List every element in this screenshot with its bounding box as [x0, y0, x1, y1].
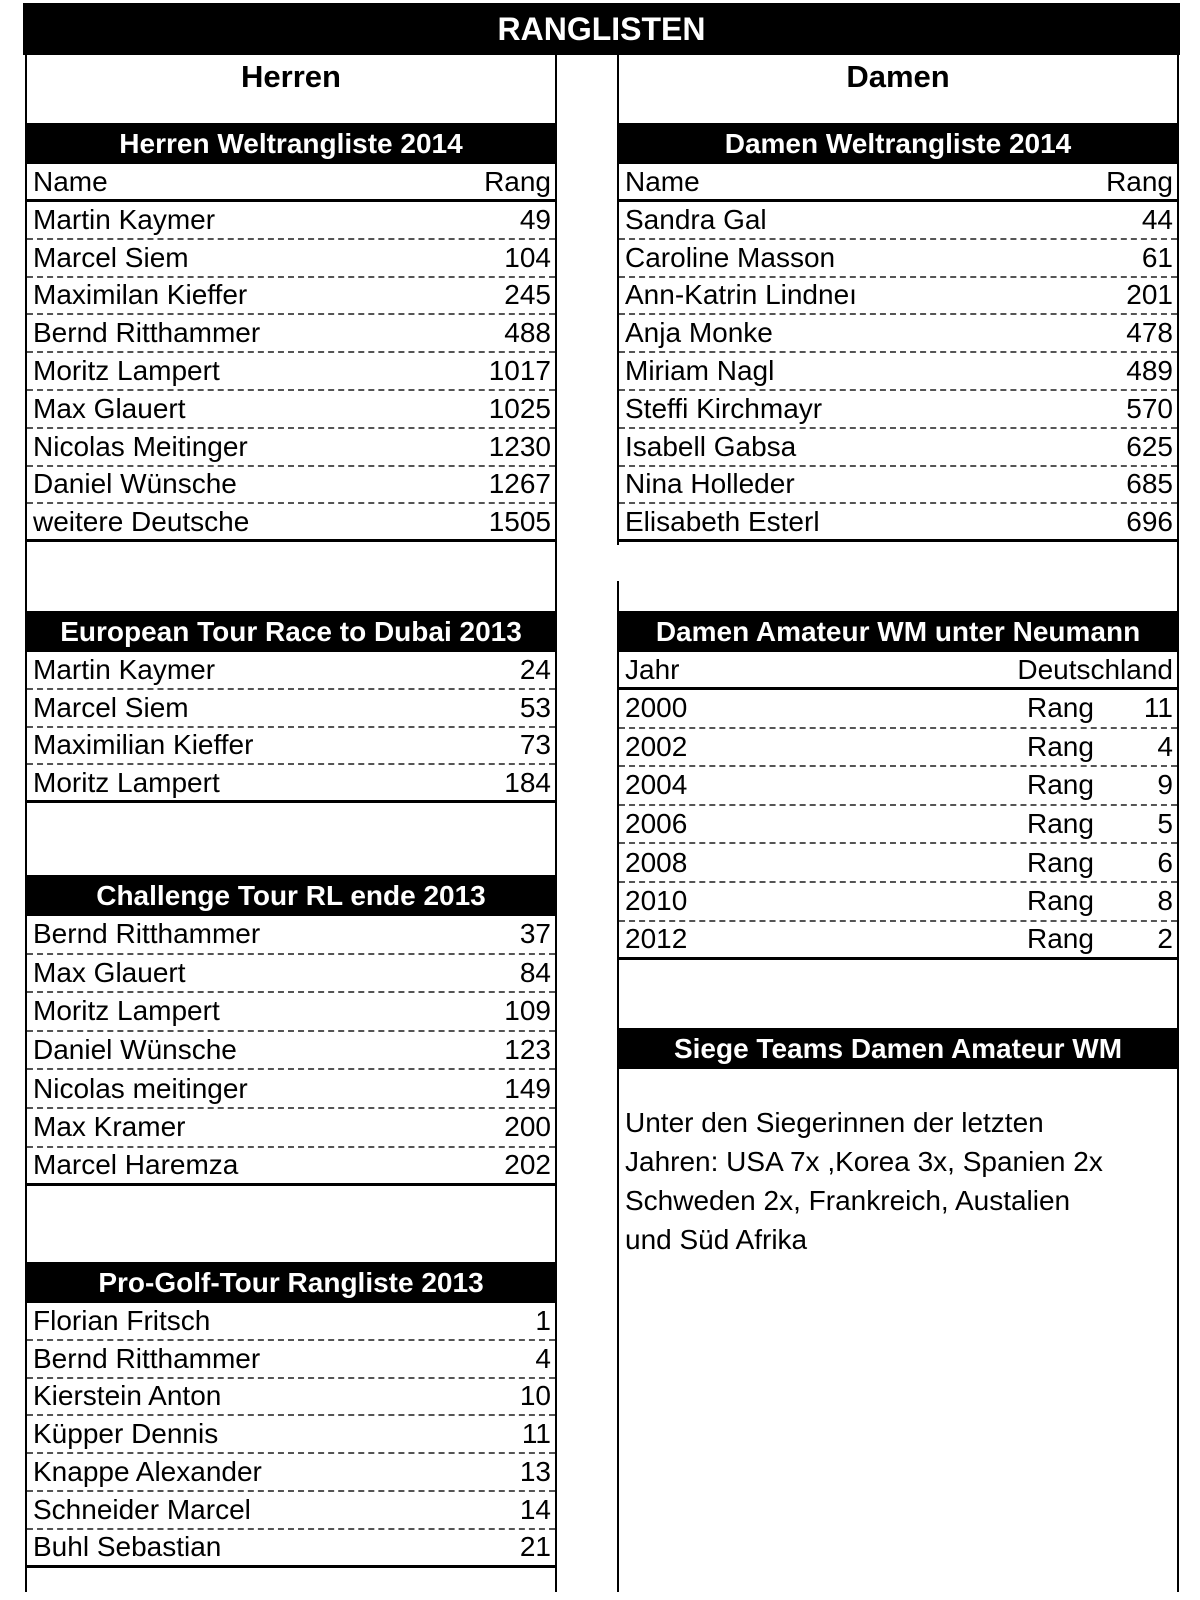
rang-number: 4 [1157, 730, 1173, 762]
player-rank: 1 [535, 1304, 551, 1336]
table-row [27, 1070, 555, 1109]
panel-gap [617, 545, 619, 581]
player-name: Steffi Kirchmayr [625, 392, 823, 424]
table-row [27, 202, 555, 240]
player-name: Küpper Dennis [33, 1418, 219, 1450]
player-name: Miriam Nagl [625, 355, 775, 387]
player-rank: 489 [1126, 355, 1173, 387]
table-row [27, 1530, 555, 1568]
table-row [619, 690, 1177, 729]
player-name: Daniel Wünsche [33, 1034, 237, 1066]
name-column-header: Name [33, 165, 108, 197]
player-name: Marcel Haremza [33, 1149, 239, 1181]
table-row [619, 467, 1177, 505]
table-row [27, 1492, 555, 1530]
pro-golf-tour-header: Pro-Golf-Tour Rangliste 2013 [27, 1262, 555, 1303]
herren-heading: Herren [241, 59, 341, 94]
race-to-dubai-header: European Tour Race to Dubai 2013 [27, 611, 555, 652]
player-name: Max Kramer [33, 1111, 186, 1143]
player-rank: 109 [504, 995, 551, 1027]
rang-number: 8 [1157, 885, 1173, 917]
player-name: Bernd Ritthammer [33, 918, 261, 950]
player-name: Caroline Masson [625, 241, 836, 273]
player-name: Knappe Alexander [33, 1456, 262, 1488]
name-column-header: Name [625, 165, 700, 197]
race-to-dubai-rows [27, 652, 555, 803]
herren-weltrangliste-rows [27, 202, 555, 542]
player-name: weitere Deutsche [33, 505, 250, 537]
table-row [619, 883, 1177, 922]
player-name: Nicolas Meitinger [33, 430, 248, 462]
player-rank: 61 [1141, 241, 1173, 273]
rank-cell [1027, 808, 1173, 840]
rank-cell [1027, 692, 1173, 724]
table-header-row [27, 164, 555, 202]
table-row [27, 993, 555, 1032]
player-rank: 24 [519, 653, 551, 685]
player-name: Max Glauert [33, 956, 186, 988]
player-rank: 570 [1126, 392, 1173, 424]
table-row [27, 1032, 555, 1071]
player-rank: 37 [519, 918, 551, 950]
siege-teams-text [625, 1103, 1171, 1259]
year-cell: 2008 [625, 846, 688, 878]
player-rank: 245 [504, 279, 551, 311]
player-name: Daniel Wünsche [33, 468, 237, 500]
player-name: Nicolas meitinger [33, 1072, 248, 1104]
table-row [27, 1379, 555, 1417]
country-column-header: Deutschland [1017, 653, 1173, 685]
player-name: Isabell Gabsa [625, 430, 797, 462]
year-cell: 2002 [625, 730, 688, 762]
player-name: Elisabeth Esterl [625, 505, 820, 537]
player-name: Martin Kaymer [33, 203, 216, 235]
rang-label: Rang [1027, 769, 1094, 801]
rank-cell [1027, 769, 1173, 801]
player-rank: 625 [1126, 430, 1173, 462]
rang-number: 9 [1157, 769, 1173, 801]
rang-label: Rang [1027, 923, 1094, 955]
challenge-tour-rows [27, 916, 555, 1186]
table-row [27, 1303, 555, 1341]
damen-weltrangliste-table [619, 164, 1177, 542]
damen-panel [617, 55, 1179, 1592]
rank-column-header: Rang [484, 165, 551, 197]
table-header-row [619, 652, 1177, 690]
player-name: Kierstein Anton [33, 1380, 222, 1412]
player-name: Ann-Katrin Lindneı [625, 279, 857, 311]
player-name: Max Glauert [33, 392, 186, 424]
player-rank: 696 [1126, 505, 1173, 537]
table-row [619, 922, 1177, 961]
table-row [619, 202, 1177, 240]
player-rank: 53 [519, 691, 551, 723]
player-name: Marcel Siem [33, 691, 189, 723]
player-name: Maximilan Kieffer [33, 279, 248, 311]
year-cell: 2004 [625, 769, 688, 801]
page-title: RANGLISTEN [23, 3, 1180, 55]
player-name: Moritz Lampert [33, 995, 220, 1027]
table-row [27, 728, 555, 766]
player-name: Moritz Lampert [33, 766, 220, 798]
rank-cell [1027, 847, 1173, 879]
player-name: Maximilian Kieffer [33, 729, 254, 761]
text-line: Unter den Siegerinnen der letzten [625, 1107, 1044, 1138]
damen-weltrangliste-rows [619, 202, 1177, 542]
player-rank: 488 [504, 317, 551, 349]
rank-cell [1027, 731, 1173, 763]
player-rank: 10 [519, 1380, 551, 1412]
rank-column-header: Rang [1106, 165, 1173, 197]
table-row [27, 353, 555, 391]
herren-weltrangliste-table [27, 164, 555, 542]
player-name: Nina Holleder [625, 468, 795, 500]
player-rank: 21 [519, 1531, 551, 1563]
player-rank: 1267 [488, 468, 551, 500]
table-header-row [619, 164, 1177, 202]
player-rank: 478 [1126, 317, 1173, 349]
table-row [27, 765, 555, 803]
player-rank: 149 [504, 1072, 551, 1104]
rang-number: 11 [1143, 692, 1173, 724]
herren-panel [25, 55, 557, 1592]
table-row [27, 315, 555, 353]
player-name: Florian Fritsch [33, 1304, 211, 1336]
text-line: Jahren: USA 7x ,Korea 3x, Spanien 2x [625, 1146, 1103, 1177]
table-row [27, 1341, 555, 1379]
table-row [619, 278, 1177, 316]
table-row [27, 504, 555, 542]
table-row [27, 1109, 555, 1148]
player-rank: 84 [519, 956, 551, 988]
player-rank: 202 [504, 1149, 551, 1181]
player-rank: 14 [519, 1493, 551, 1525]
rang-label: Rang [1027, 846, 1094, 878]
player-rank: 13 [519, 1456, 551, 1488]
table-row [619, 429, 1177, 467]
siege-teams-header: Siege Teams Damen Amateur WM [619, 1028, 1177, 1069]
rang-number: 2 [1157, 923, 1173, 955]
rank-cell [1027, 923, 1173, 955]
rank-cell [1027, 885, 1173, 917]
table-row [619, 767, 1177, 806]
text-line: Schweden 2x, Frankreich, Austalien [625, 1185, 1071, 1216]
year-column-header: Jahr [625, 653, 680, 685]
player-rank: 104 [504, 241, 551, 273]
table-row [27, 916, 555, 955]
player-rank: 1230 [488, 430, 551, 462]
table-row [27, 467, 555, 505]
player-rank: 4 [535, 1342, 551, 1374]
player-rank: 123 [504, 1034, 551, 1066]
player-name: Buhl Sebastian [33, 1531, 222, 1563]
table-row [619, 240, 1177, 278]
race-to-dubai-table [27, 652, 555, 803]
amateur-wm-rows [619, 690, 1177, 960]
player-rank: 1017 [488, 355, 551, 387]
table-row [27, 278, 555, 316]
year-cell: 2012 [625, 923, 688, 955]
player-name: Marcel Siem [33, 241, 189, 273]
year-cell: 2000 [625, 692, 688, 724]
table-row [27, 690, 555, 728]
table-row [27, 1454, 555, 1492]
challenge-tour-header: Challenge Tour RL ende 2013 [27, 875, 555, 916]
table-row [27, 1416, 555, 1454]
player-rank: 184 [504, 766, 551, 798]
pro-golf-tour-rows [27, 1303, 555, 1568]
rang-label: Rang [1027, 808, 1094, 840]
player-rank: 11 [521, 1418, 551, 1450]
table-row [27, 391, 555, 429]
rang-label: Rang [1027, 885, 1094, 917]
player-rank: 200 [504, 1111, 551, 1143]
table-row [619, 729, 1177, 768]
table-row [619, 353, 1177, 391]
table-row [27, 652, 555, 690]
player-name: Sandra Gal [625, 203, 767, 235]
rang-label: Rang [1027, 692, 1094, 724]
table-row [27, 429, 555, 467]
player-name: Anja Monke [625, 317, 773, 349]
table-row [619, 504, 1177, 542]
player-rank: 201 [1126, 279, 1173, 311]
table-row [619, 391, 1177, 429]
player-name: Bernd Ritthammer [33, 1342, 261, 1374]
player-name: Schneider Marcel [33, 1493, 251, 1525]
herren-weltrangliste-header: Herren Weltrangliste 2014 [27, 123, 555, 164]
player-name: Moritz Lampert [33, 355, 220, 387]
text-line: und Süd Afrika [625, 1224, 808, 1255]
amateur-wm-header: Damen Amateur WM unter Neumann [619, 611, 1177, 652]
rang-label: Rang [1027, 730, 1094, 762]
player-name: Bernd Ritthammer [33, 317, 261, 349]
player-rank: 44 [1141, 203, 1173, 235]
year-cell: 2006 [625, 808, 688, 840]
table-row [619, 315, 1177, 353]
table-row [27, 1148, 555, 1187]
table-row [27, 955, 555, 994]
table-row [27, 240, 555, 278]
table-row [619, 844, 1177, 883]
rang-number: 5 [1157, 808, 1173, 840]
rang-number: 6 [1157, 846, 1173, 878]
damen-weltrangliste-header: Damen Weltrangliste 2014 [619, 123, 1177, 164]
table-row [619, 806, 1177, 845]
player-rank: 1025 [488, 392, 551, 424]
amateur-wm-table [619, 652, 1177, 960]
pro-golf-tour-table [27, 1303, 555, 1568]
player-name: Martin Kaymer [33, 653, 216, 685]
player-rank: 1505 [488, 505, 551, 537]
challenge-tour-table [27, 916, 555, 1186]
damen-heading: Damen [846, 59, 950, 94]
player-rank: 685 [1126, 468, 1173, 500]
player-rank: 49 [519, 203, 551, 235]
player-rank: 73 [519, 729, 551, 761]
year-cell: 2010 [625, 885, 688, 917]
